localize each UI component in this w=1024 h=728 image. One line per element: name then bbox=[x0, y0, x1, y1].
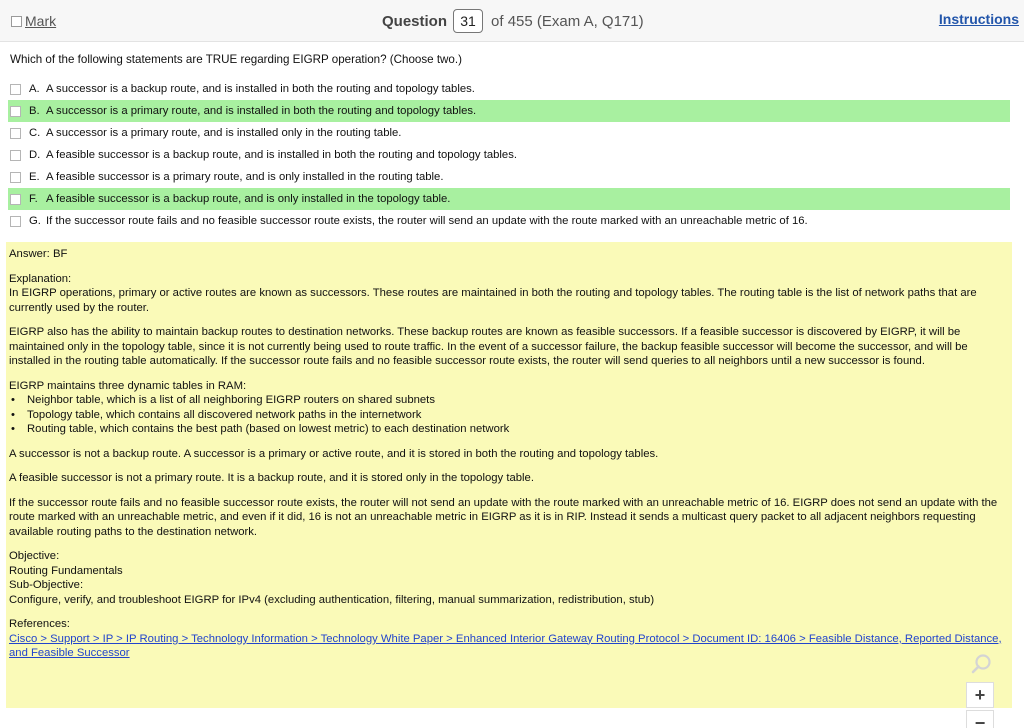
question-navigator bbox=[382, 9, 644, 33]
options-list bbox=[8, 78, 1010, 232]
subobjective-label: Sub-Objective: bbox=[9, 579, 84, 591]
explanation-paragraph-1: In EIGRP operations, primary or active routes are known as successors. These routes are maintained in both the routing and topology tables. The routing table is the list of network paths that are currently used by the router. bbox=[9, 287, 977, 314]
option-text: A feasible successor is a backup route, and is installed in both the routing and topology tables. bbox=[46, 149, 517, 161]
option-g[interactable] bbox=[8, 210, 1010, 232]
references-label: References: bbox=[9, 618, 70, 630]
option-letter: E. bbox=[29, 171, 40, 183]
mark-box[interactable] bbox=[11, 16, 22, 27]
question-word: Question bbox=[382, 12, 448, 30]
option-letter: C. bbox=[29, 127, 41, 139]
option-letter: B. bbox=[29, 105, 40, 117]
tables-intro: EIGRP maintains three dynamic tables in RAM: bbox=[9, 379, 247, 392]
option-e[interactable] bbox=[8, 166, 1010, 188]
option-checkbox[interactable] bbox=[10, 194, 21, 205]
option-letter: F. bbox=[29, 193, 38, 205]
option-text: A successor is a primary route, and is installed only in the routing table. bbox=[46, 127, 402, 139]
explanation-paragraph-2: EIGRP also has the ability to maintain backup routes to destination networks. These backup routes are known as feasible successors. If a feasible successor is discovered by EIGRP, it will be maintained only in the topology table, since it is not currently being used to route traffic. In the event of a successor failure, the backup feasible successor will become the successor, and will be installed in the routing table automatically. If the successor route fails and no feasible successor route exists, the router will send queries to all neighbors until a new successor is found. bbox=[9, 326, 968, 367]
option-text: If the successor route fails and no feasible successor route exists, the router will send an update with the route marked with an unreachable metric of 16. bbox=[46, 215, 808, 227]
option-b[interactable] bbox=[8, 100, 1010, 122]
option-letter: G. bbox=[29, 215, 41, 227]
mark-checkbox[interactable] bbox=[11, 13, 56, 29]
list-item: • Neighbor table, which is a list of all neighboring EIGRP routers on shared subnets bbox=[9, 393, 1008, 408]
option-checkbox[interactable] bbox=[10, 106, 21, 117]
explanation-paragraph-4: A feasible successor is not a primary route. It is a backup route, and it is stored only in the topology table. bbox=[9, 472, 534, 484]
reference-link[interactable]: Cisco > Support > IP > IP Routing > Technology Information > Technology White Paper > Enhanced Interior Gateway Routing Protocol > Document ID: 16406 > Feasible Distance, Reported Distance, and Feasible Successor bbox=[9, 632, 1002, 659]
question-number-input[interactable] bbox=[453, 9, 483, 33]
zoom-out-button[interactable]: − bbox=[966, 710, 994, 728]
subobjective-value: Configure, verify, and troubleshoot EIGRP for IPv4 (excluding authentication, filtering, manual summarization, redistribution, stub) bbox=[9, 593, 655, 606]
option-checkbox[interactable] bbox=[10, 128, 21, 139]
objective-value: Routing Fundamentals bbox=[9, 564, 123, 577]
question-text: Which of the following statements are TRUE regarding EIGRP operation? (Choose two.) bbox=[10, 53, 462, 66]
explanation-paragraph-3: A successor is not a backup route. A successor is a primary or active route, and it is stored in both the routing and topology tables. bbox=[9, 447, 659, 460]
option-checkbox[interactable] bbox=[10, 172, 21, 183]
option-text: A successor is a primary route, and is installed in both the routing and topology tables. bbox=[46, 105, 477, 117]
option-letter: A. bbox=[29, 83, 40, 95]
mark-label[interactable]: Mark bbox=[25, 13, 57, 29]
zoom-controls bbox=[966, 653, 1000, 728]
instructions-link[interactable]: Instructions bbox=[938, 11, 1019, 27]
question-count: of 455 (Exam A, Q171) bbox=[491, 12, 644, 30]
header-bar bbox=[0, 0, 1024, 42]
option-a[interactable] bbox=[8, 78, 1010, 100]
list-item: • Routing table, which contains the best path (based on lowest metric) to each destination network bbox=[9, 422, 1008, 437]
option-checkbox[interactable] bbox=[10, 150, 21, 161]
option-text: A successor is a backup route, and is installed in both the routing and topology tables. bbox=[46, 83, 475, 95]
magnifier-icon[interactable] bbox=[970, 653, 994, 675]
explanation-paragraph-5: If the successor route fails and no feasible successor route exists, the router will not send an update with the route marked with an unreachable metric of 16. EIGRP does not send an update with the route marked with an unreachable metric, and even if it did, 16 is not an unreachable metric in EIGRP as it is in RIP. Instead it sends a multicast query packet to all adjacent neighbors requesting available routing paths to the destination network. bbox=[9, 496, 998, 538]
tables-list bbox=[9, 393, 1008, 437]
explanation-label: Explanation: bbox=[9, 272, 72, 285]
answer-line: Answer: BF bbox=[9, 248, 68, 260]
answer-panel bbox=[6, 242, 1012, 708]
option-text: A feasible successor is a primary route, and is only installed in the routing table. bbox=[46, 171, 444, 183]
option-letter: D. bbox=[29, 149, 41, 161]
option-d[interactable] bbox=[8, 144, 1010, 166]
option-c[interactable] bbox=[8, 122, 1010, 144]
objective-label: Objective: bbox=[9, 550, 60, 562]
list-item: • Topology table, which contains all discovered network paths in the internetwork bbox=[9, 408, 1008, 423]
option-checkbox[interactable] bbox=[10, 216, 21, 227]
option-f[interactable] bbox=[8, 188, 1010, 210]
option-checkbox[interactable] bbox=[10, 84, 21, 95]
option-text: A feasible successor is a backup route, and is only installed in the topology table. bbox=[46, 193, 451, 205]
zoom-in-button[interactable]: + bbox=[966, 682, 994, 708]
